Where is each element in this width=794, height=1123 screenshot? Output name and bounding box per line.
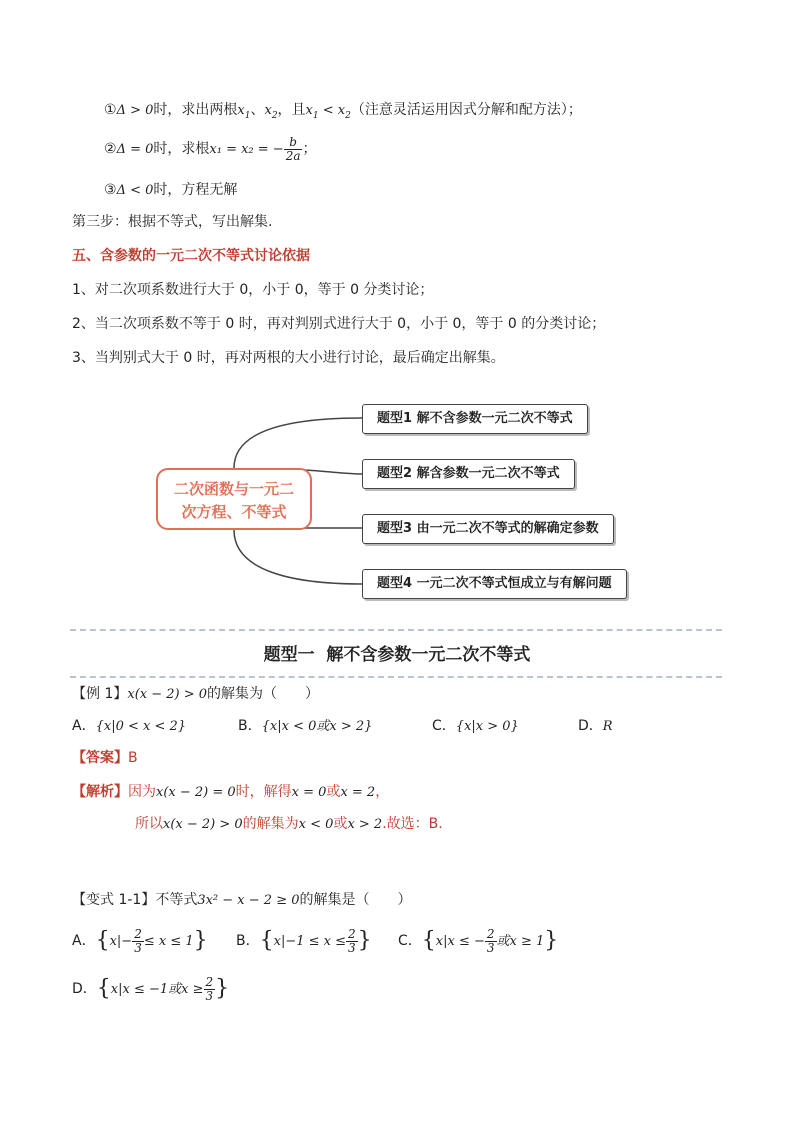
case1-note: （注意灵活运用因式分解和配方法）；: [350, 102, 582, 118]
case2-fraction: $\frac{b}{2a}$: [285, 134, 301, 163]
section5-item-2: 2、当二次项系数不等于 0 时，再对判别式进行大于 0，小于 0，等于 0 的分类讨论；: [72, 316, 606, 332]
variant1-question: 【变式 1-1】不等式3x² − x − 2 ≥ 0的解集是（ ）: [72, 892, 412, 908]
mindmap-center-node: 二次函数与一元二 次方程、不等式: [156, 468, 312, 530]
mindmap-branch-3: 题型3 由一元二次不等式的解确定参数: [362, 514, 614, 544]
mindmap-branch-1: 题型1 解不含参数一元二次不等式: [362, 404, 588, 434]
variant1-option-a: A．{x|− $\frac{2}{3}$ ≤ x ≤ 1}: [72, 926, 208, 955]
example1-answer: 【答案】B: [72, 750, 138, 766]
mindmap-branch-4: 题型4 一元二次不等式恒成立与有解问题: [362, 569, 627, 599]
example1-option-c: C．{x|x > 0}: [432, 718, 519, 734]
section5-item-3: 3、当判别式大于 0 时，再对两根的大小进行讨论，最后确定出解集。: [72, 350, 505, 366]
example1-tag: 【例 1】: [72, 686, 128, 702]
case3-line: ③Δ < 0时，方程无解: [104, 182, 238, 198]
section5-heading: 五、含参数的一元二次不等式讨论依据: [72, 248, 310, 264]
variant1-tag: 【变式 1-1】: [72, 892, 156, 908]
step3-text: 第三步：根据不等式，写出解集.: [72, 214, 273, 230]
section-divider-top: [70, 629, 722, 631]
example1-option-b: B．{x|x < 0或x > 2}: [238, 718, 373, 734]
case2-root-expr: x₁ = x₂ = −: [209, 142, 284, 157]
example1-option-a: A．{x|0 < x < 2}: [72, 718, 187, 734]
case2-line: ②Δ = 0时，求根x₁ = x₂ = − $\frac{b}{2a}$ ；: [104, 134, 317, 163]
example1-option-d: D．R: [578, 718, 613, 734]
mindmap-branch-2: 题型2 解含参数一元二次不等式: [362, 459, 575, 489]
example1-question: 【例 1】x(x − 2) > 0的解集为（ ）: [72, 686, 320, 702]
example1-analysis-line2: 所以x(x − 2) > 0的解集为x < 0或x > 2.故选：B.: [135, 816, 443, 832]
variant1-option-d: D．{x|x ≤ −1或x ≥ $\frac{2}{3}$ }: [72, 974, 230, 1003]
example1-analysis-line1: 【解析】因为x(x − 2) = 0时，解得x = 0或x = 2，: [72, 784, 390, 800]
case1-line: ①Δ > 0时，求出两根$x_1$、$x_2$，且$x_1 < x_2$（注意灵活运用因式分解和配方法）；: [104, 102, 582, 121]
variant1-option-c: C．{x|x ≤ − $\frac{2}{3}$ 或x ≥ 1}: [398, 926, 559, 955]
section-title: 题型一 解不含参数一元二次不等式: [263, 645, 531, 665]
section5-item-1: 1、对二次项系数进行大于 0，小于 0，等于 0 分类讨论；: [72, 282, 434, 298]
variant1-option-b: B．{x|−1 ≤ x ≤ $\frac{2}{3}$ }: [236, 926, 372, 955]
case1-condition: Δ > 0: [116, 103, 154, 118]
section-divider-bottom: [70, 676, 722, 678]
